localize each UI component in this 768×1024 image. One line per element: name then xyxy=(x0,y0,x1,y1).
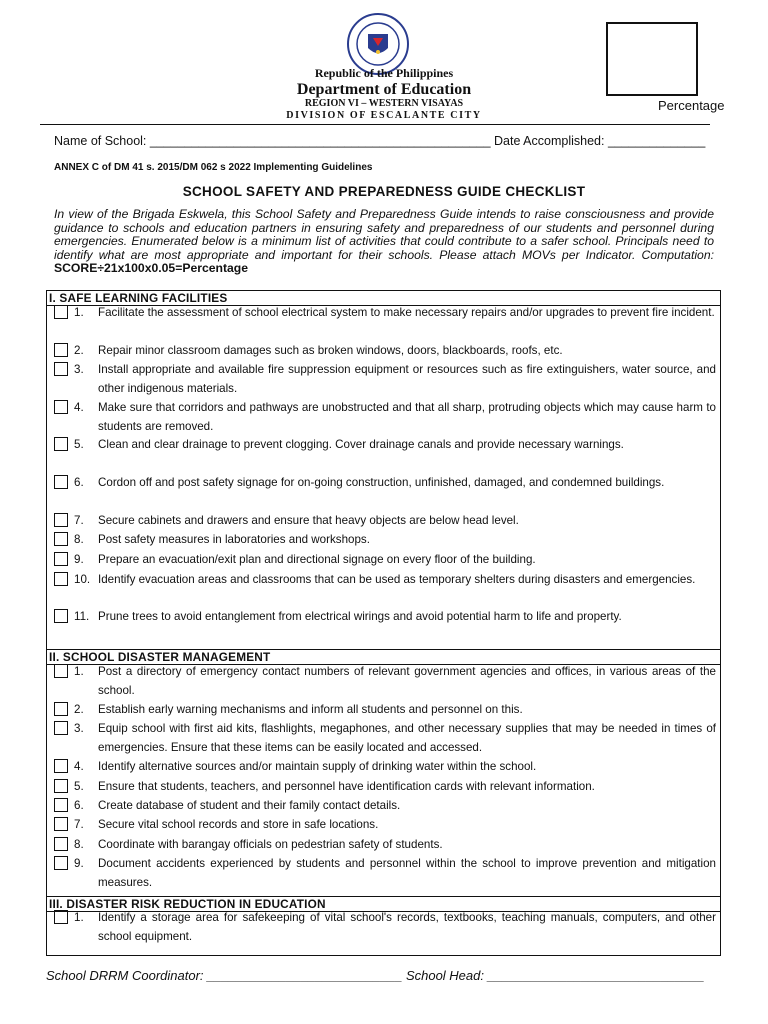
checkbox[interactable] xyxy=(54,343,68,357)
item-text: Install appropriate and available fire suppression equipment or resources such as fire extinguishers, water source, and other indigenous materials. xyxy=(98,363,716,395)
item-number: 2. xyxy=(74,703,84,716)
checkbox[interactable] xyxy=(54,779,68,793)
item-text: Identify a storage area for safekeeping of vital school's records, textbooks, teaching manuals, computers, and other school equipment. xyxy=(98,911,716,943)
item-text: Secure cabinets and drawers and ensure that heavy objects are below head level. xyxy=(98,514,519,527)
item-text: Prune trees to avoid entanglement from electrical wirings and avoid potential harm to life and property. xyxy=(98,610,622,623)
item-number: 4. xyxy=(74,401,84,414)
checkbox[interactable] xyxy=(54,552,68,566)
checklist-item xyxy=(54,303,716,341)
school-date-field[interactable]: Name of School: _________________________________________________ Date Accomplished: ______________ xyxy=(54,134,706,148)
checklist-item xyxy=(54,662,716,700)
intro-paragraph xyxy=(54,208,714,276)
page-title: SCHOOL SAFETY AND PREPAREDNESS GUIDE CHECKLIST xyxy=(182,184,586,199)
checkbox[interactable] xyxy=(54,362,68,376)
checkbox[interactable] xyxy=(54,837,68,851)
item-text: Post a directory of emergency contact numbers of relevant government agencies and offices, in various areas of the school. xyxy=(98,665,716,697)
checklist-item xyxy=(54,607,716,645)
item-text: Identify alternative sources and/or maintain supply of drinking water within the school. xyxy=(98,760,537,773)
item-text: Make sure that corridors and pathways are unobstructed and that all sharp, protruding objects which may cause harm to students are removed. xyxy=(98,401,716,433)
item-number: 2. xyxy=(74,344,84,357)
division-text: DIVISION OF ESCALANTE CITY xyxy=(286,110,482,121)
item-text: Prepare an evacuation/exit plan and directional signage on every floor of the building. xyxy=(98,553,536,566)
item-number: 1. xyxy=(74,911,84,924)
checklist-item xyxy=(54,511,716,530)
signature-line[interactable]: School DRRM Coordinator: ___________________________ School Head: ______________________________ xyxy=(46,968,705,983)
checkbox[interactable] xyxy=(54,400,68,414)
item-number: 10. xyxy=(74,573,91,586)
item-number: 3. xyxy=(74,363,84,376)
checklist-item xyxy=(54,777,716,796)
checkbox[interactable] xyxy=(54,475,68,489)
item-text: Coordinate with barangay officials on pedestrian safety of students. xyxy=(98,838,443,851)
item-number: 6. xyxy=(74,476,84,489)
checkbox[interactable] xyxy=(54,437,68,451)
section-title: III. DISASTER RISK REDUCTION IN EDUCATION xyxy=(49,897,326,911)
item-text: Establish early warning mechanisms and inform all students and personnel on this. xyxy=(98,703,523,716)
checklist-item xyxy=(54,908,716,946)
checklist-item xyxy=(54,473,716,511)
checklist-item xyxy=(54,835,716,854)
item-number: 5. xyxy=(74,438,84,451)
checklist-item xyxy=(54,570,716,608)
item-number: 6. xyxy=(74,799,84,812)
checkbox[interactable] xyxy=(54,856,68,870)
item-text: Clean and clear drainage to prevent clogging. Cover drainage canals and provide necessary warnings. xyxy=(98,438,624,451)
item-number: 1. xyxy=(74,306,84,319)
checkbox[interactable] xyxy=(54,513,68,527)
checklist-item xyxy=(54,854,716,892)
checkbox[interactable] xyxy=(54,817,68,831)
checklist-item xyxy=(54,719,716,757)
checkbox[interactable] xyxy=(54,759,68,773)
item-text: Repair minor classroom damages such as broken windows, doors, blackboards, roofs, etc. xyxy=(98,344,563,357)
item-text: Identify evacuation areas and classrooms that can be used as temporary shelters during disasters and emergencies. xyxy=(98,573,696,586)
percentage-label: Percentage xyxy=(658,98,725,113)
item-number: 4. xyxy=(74,760,84,773)
annex-reference: ANNEX C of DM 41 s. 2015/DM 062 s 2022 Implementing Guidelines xyxy=(54,162,373,173)
checklist-item xyxy=(54,530,716,549)
checkbox[interactable] xyxy=(54,721,68,735)
item-number: 7. xyxy=(74,818,84,831)
checklist-item xyxy=(54,398,716,436)
checklist-item xyxy=(54,550,716,569)
checkbox[interactable] xyxy=(54,910,68,924)
checklist-item xyxy=(54,757,716,776)
republic-text: Republic of the Philippines xyxy=(314,66,454,80)
department-title: Department of Education xyxy=(296,81,472,98)
item-number: 9. xyxy=(74,857,84,870)
checkbox[interactable] xyxy=(54,572,68,586)
item-number: 3. xyxy=(74,722,84,735)
checklist-item xyxy=(54,341,716,360)
checklist-item xyxy=(54,700,716,719)
checkbox[interactable] xyxy=(54,702,68,716)
section-title: I. SAFE LEARNING FACILITIES xyxy=(49,291,228,305)
item-number: 1. xyxy=(74,665,84,678)
checklist-item xyxy=(54,435,716,473)
checkbox[interactable] xyxy=(54,305,68,319)
item-text: Cordon off and post safety signage for on-going construction, unfinished, damaged, and condemned buildings. xyxy=(98,476,665,489)
region-text: REGION VI – WESTERN VISAYAS xyxy=(304,98,464,109)
item-text: Equip school with first aid kits, flashlights, megaphones, and other necessary supplies that may be needed in times of emergencies. Ensure that these items can be easily located and accessed. xyxy=(98,722,716,754)
computation-formula: SCORE÷21x100x0.05=Percentage xyxy=(54,261,249,275)
item-number: 8. xyxy=(74,533,84,546)
checkbox[interactable] xyxy=(54,798,68,812)
section-title: II. SCHOOL DISASTER MANAGEMENT xyxy=(49,650,271,664)
checklist-item xyxy=(54,360,716,398)
checklist-item xyxy=(54,815,716,834)
checkbox[interactable] xyxy=(54,609,68,623)
item-text: Secure vital school records and store in safe locations. xyxy=(98,818,379,831)
checklist-item xyxy=(54,796,716,815)
checkbox[interactable] xyxy=(54,664,68,678)
item-text: Document accidents experienced by students and personnel within the school to improve prevention and mitigation measures. xyxy=(98,857,716,889)
item-text: Ensure that students, teachers, and personnel have identification cards with relevant information. xyxy=(98,780,595,793)
item-number: 9. xyxy=(74,553,84,566)
checkbox[interactable] xyxy=(54,532,68,546)
item-text: Post safety measures in laboratories and workshops. xyxy=(98,533,370,546)
item-number: 8. xyxy=(74,838,84,851)
item-text: Create database of student and their family contact details. xyxy=(98,799,401,812)
item-number: 11. xyxy=(74,610,90,623)
intro-text: In view of the Brigada Eskwela, this School Safety and Preparedness Guide intends to raise consciousness and provide guidance to schools and education partners in ensuring safety and preparedness of our students and personnel during emergencies. Enumerated below is a minimum list of activities that could contribute to a safer school. Principals need to identify what are most appropriate and important for their schools. Please attach MOVs per Indicator. Computation: xyxy=(54,207,714,262)
item-text: Facilitate the assessment of school electrical system to make necessary repairs and/or upgrades to prevent fire incident. xyxy=(98,306,715,319)
header-rule xyxy=(40,124,710,125)
item-number: 5. xyxy=(74,780,84,793)
item-number: 7. xyxy=(74,514,84,527)
